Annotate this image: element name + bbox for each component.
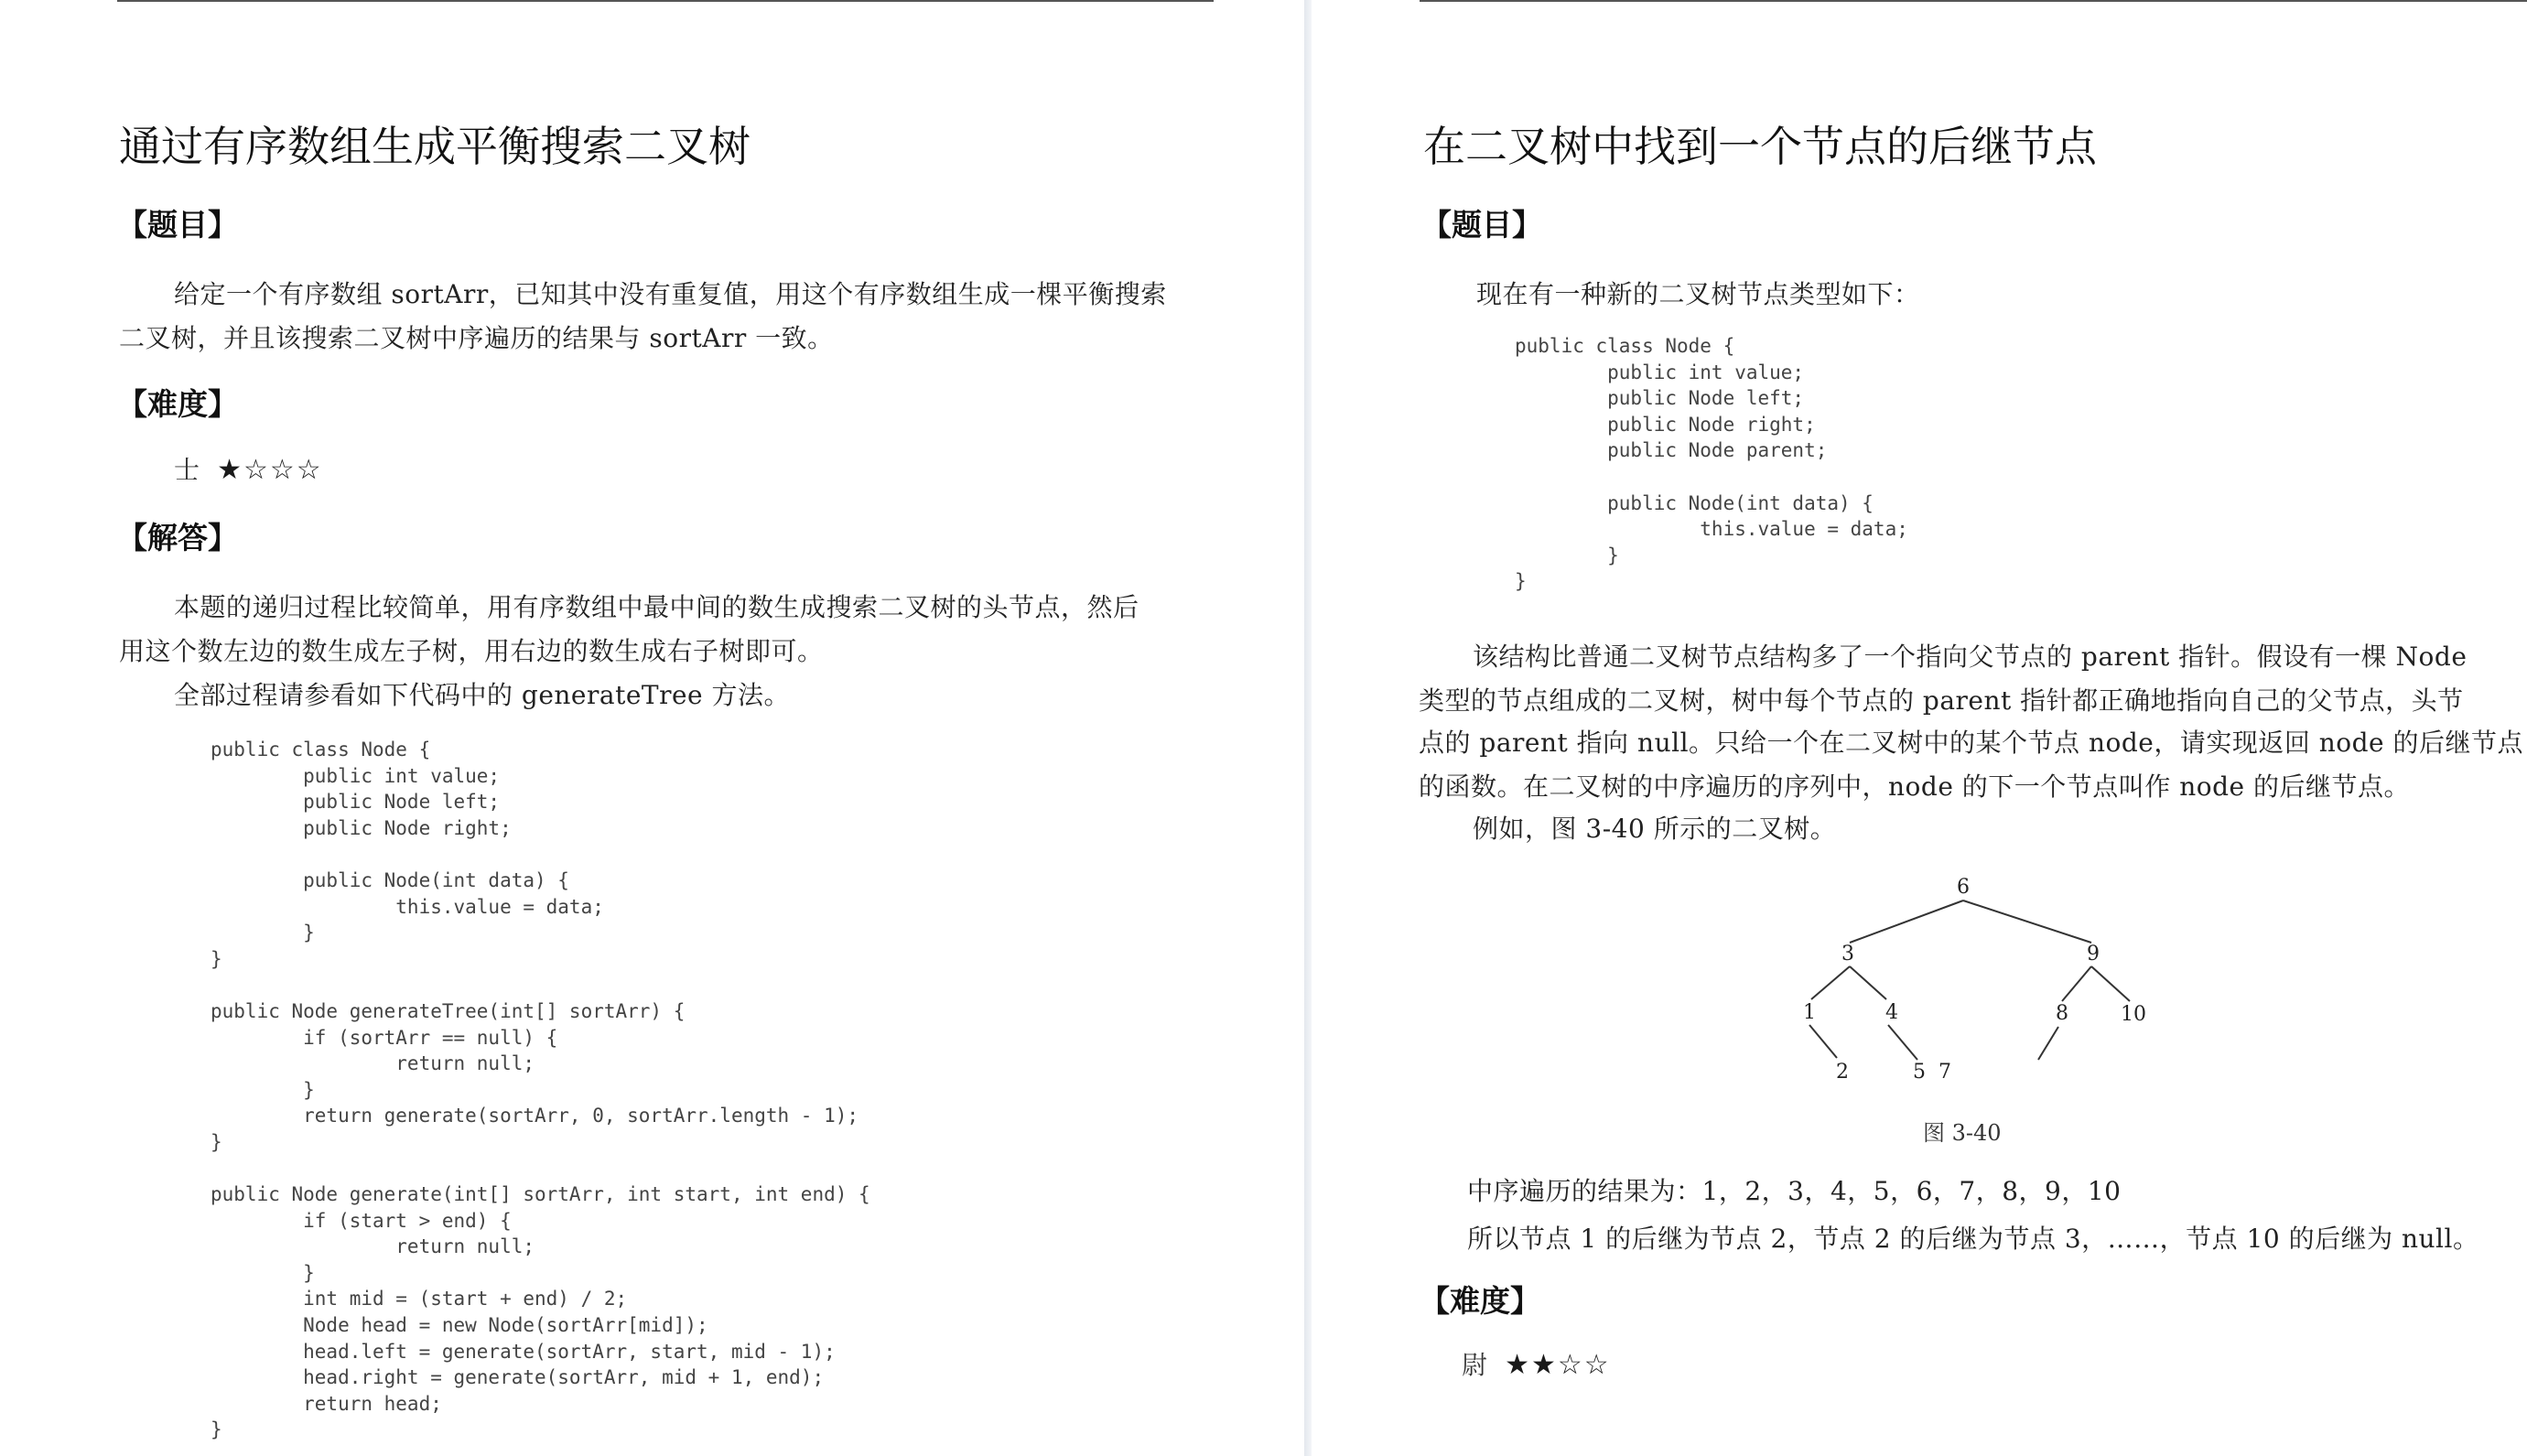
description-line-1: 该结构比普通二叉树节点结构多了一个指向父节点的 parent 指针。假设有一棵 Node — [1473, 642, 2468, 672]
description-line-4: 的函数。在二叉树的中序遍历的序列中，node 的下一个节点叫作 node 的后继节点。 — [1419, 771, 2410, 802]
description-line-3: 点的 parent 指向 null。只给一个在二叉树中的某个节点 node，请实现返回 node 的后继节点 — [1419, 728, 2524, 758]
difficulty-stars: ★★☆☆ — [1505, 1349, 1611, 1381]
tree-node: 10 — [2121, 1003, 2146, 1026]
tree-node: 1 — [1803, 1001, 1816, 1024]
difficulty-stars: ★☆☆☆ — [217, 454, 323, 486]
page-gutter — [1304, 0, 1312, 1456]
code-block: public class Node { public int value; public Node left; public Node right; public Node(int data) { this.value = data; } } public Node generateTree(int[] sortArr) { if (sortArr == null) { return null; } return generate(sortArr, 0, sortArr.length - 1); } public Node generate(int[] sortArr, int start, int end) { if (start > end) { return null; } int mid = (start + end) / 2; Node head = new Node(sortArr[mid]); head.left = generate(sortArr, start, mid - 1); head.right = generate(sortArr, mid + 1, end); return head; } — [211, 739, 870, 1441]
figure-caption: 图 3-40 — [1923, 1120, 2002, 1146]
edge-1-2 — [1809, 1025, 1837, 1058]
edge-3-1 — [1811, 966, 1850, 999]
tree-node: 9 — [2087, 943, 2100, 965]
tree-node: 8 — [2056, 1002, 2068, 1025]
section-heading-problem: 【题目】 — [117, 207, 238, 243]
section-heading-difficulty: 【难度】 — [117, 386, 238, 422]
intro-line: 现在有一种新的二叉树节点类型如下： — [1476, 279, 1920, 309]
binary-tree-diagram — [1769, 864, 2282, 1120]
edge-3-4 — [1850, 966, 1886, 999]
edge-6-9 — [1963, 901, 2091, 943]
top-rule — [1420, 0, 2527, 2]
edge-6-3 — [1850, 901, 1963, 943]
tree-node: 7 — [1938, 1061, 1951, 1084]
edge-4-5 — [1888, 1025, 1917, 1060]
page-title: 通过有序数组生成平衡搜索二叉树 — [119, 122, 751, 171]
answer-line-1: 本题的递归过程比较简单，用有序数组中最中间的数生成搜索二叉树的头节点，然后 — [174, 592, 1139, 622]
answer-line-2: 用这个数左边的数生成左子树，用右边的数生成右子树即可。 — [119, 636, 824, 666]
problem-line-1: 给定一个有序数组 sortArr，已知其中没有重复值，用这个有序数组生成一棵平衡搜索 — [174, 279, 1167, 309]
edge-8-7 — [2038, 1027, 2058, 1060]
edge-9-10 — [2091, 966, 2130, 1001]
code-block: public class Node { public int value; public Node left; public Node right; public Node parent; public Node(int data) { this.value = data; } } — [1515, 335, 1908, 593]
difficulty-label: 士 — [174, 455, 200, 485]
tree-node: 3 — [1841, 943, 1854, 965]
section-heading-difficulty: 【难度】 — [1420, 1283, 1540, 1319]
description-line-2: 类型的节点组成的二叉树，树中每个节点的 parent 指针都正确地指向自己的父节点，头节 — [1419, 685, 2464, 716]
description-line-5: 例如，图 3-40 所示的二叉树。 — [1473, 814, 1837, 844]
answer-line-3: 全部过程请参看如下代码中的 generateTree 方法。 — [174, 680, 791, 710]
edge-9-8 — [2062, 966, 2091, 1001]
successor-explanation: 所以节点 1 的后继为节点 2，节点 2 的后继为节点 3，……，节点 10 的后继为 null。 — [1467, 1224, 2479, 1254]
tree-node: 4 — [1885, 1001, 1898, 1024]
problem-line-2: 二叉树，并且该搜索二叉树中序遍历的结果与 sortArr 一致。 — [119, 323, 834, 353]
section-heading-problem: 【题目】 — [1421, 207, 1542, 243]
difficulty-label: 尉 — [1462, 1350, 1488, 1380]
tree-node: 2 — [1836, 1061, 1849, 1084]
inorder-result: 中序遍历的结果为：1，2，3，4，5，6，7，8，9，10 — [1467, 1176, 2122, 1206]
difficulty-row — [174, 450, 323, 487]
right-page — [1312, 0, 2527, 1456]
tree-node: 6 — [1957, 876, 1970, 899]
tree-node: 5 — [1913, 1061, 1926, 1084]
difficulty-row — [1462, 1345, 1611, 1382]
top-rule — [117, 0, 1214, 2]
section-heading-answer: 【解答】 — [117, 520, 238, 555]
page-title: 在二叉树中找到一个节点的后继节点 — [1423, 122, 2097, 171]
